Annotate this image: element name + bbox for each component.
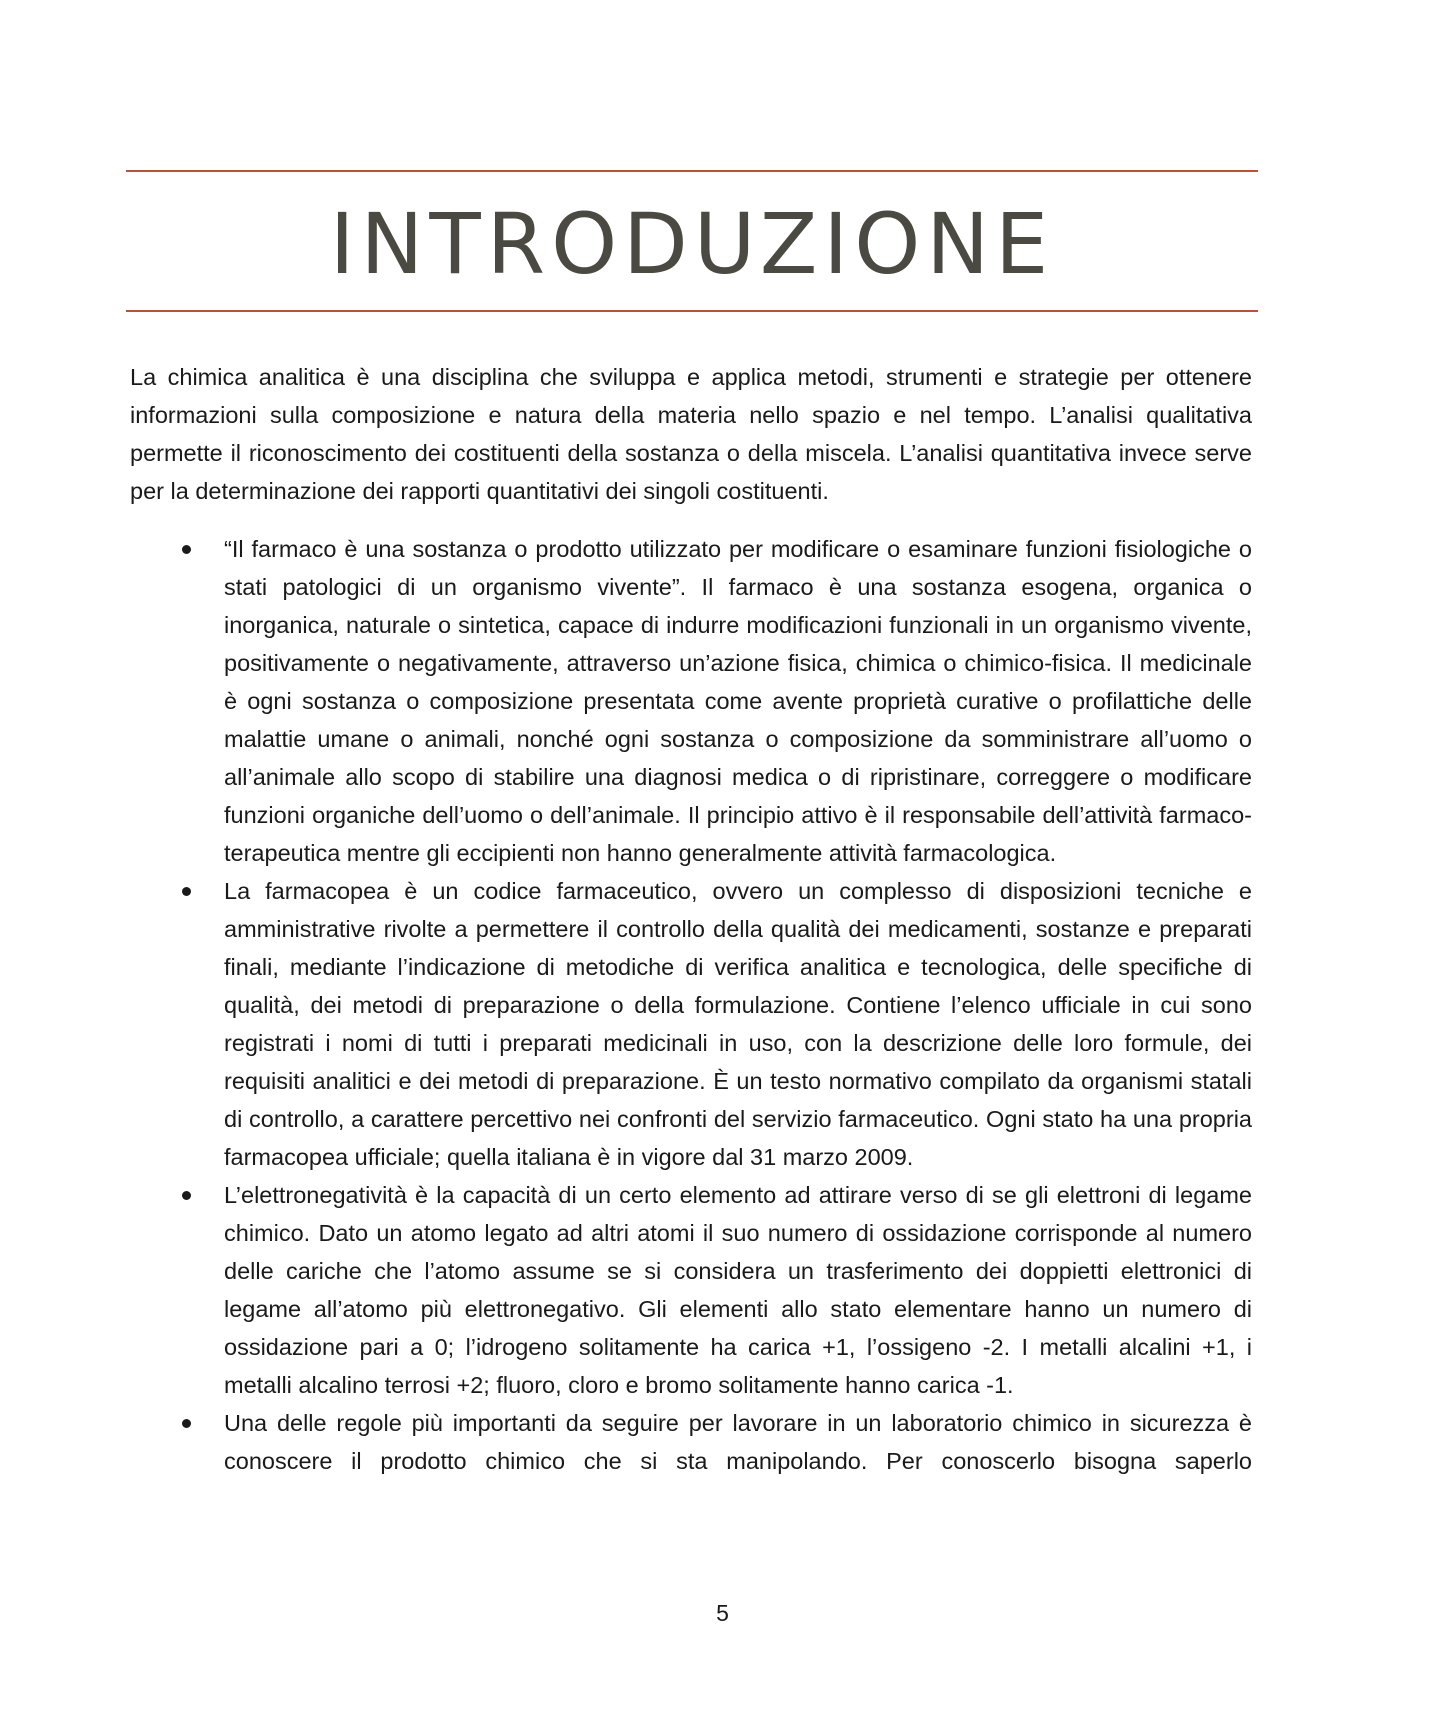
intro-paragraph: La chimica analitica è una disciplina che sviluppa e applica metodi, strumenti e strategie per ottenere informazioni sulla composizione e natura della materia nello spazio e nel tempo. L’analisi qualitativa permette il riconoscimento dei costituenti della sostanza o della miscela. L’analisi quantitativa invece serve per la determinazione dei rapporti quantitativi dei singoli costituenti. [130, 364, 1252, 504]
bullet-list [0, 530, 1445, 1480]
bullet-text: La farmacopea è un codice farmaceutico, ovvero un complesso di disposizioni tecniche e amministrative rivolte a permettere il controllo della qualità dei medicamenti, sostanze e preparati finali, mediante l’indicazione di metodiche di verifica analitica e tecnologica, delle specifiche di qualità, dei metodi di preparazione o della formulazione. Contiene l’elenco ufficiale in cui sono registrati i nomi di tutti i preparati medicinali in uso, con la descrizione delle loro formule, dei requisiti analitici e dei metodi di preparazione. È un testo normativo compilato da organismi statali di controllo, a carattere percettivo nei confronti del servizio farmaceutico. Ogni stato ha una propria farmacopea ufficiale; quella italiana è in vigore dal 31 marzo 2009. [224, 878, 1252, 1170]
list-item [0, 1404, 1445, 1480]
list-item [0, 1176, 1445, 1404]
list-item [0, 872, 1445, 1176]
list-item [0, 530, 1445, 872]
page-number: 5 [716, 1600, 729, 1626]
title-top-rule [126, 170, 1258, 172]
title-bottom-rule [126, 310, 1258, 312]
bullet-icon [182, 887, 191, 896]
bullet-text: “Il farmaco è una sostanza o prodotto utilizzato per modificare o esaminare funzioni fisiologiche o stati patologici di un organismo vivente”. Il farmaco è una sostanza esogena, organica o inorganica, naturale o sintetica, capace di indurre modificazioni funzionali in un organismo vivente, positivamente o negativamente, attraverso un’azione fisica, chimica o chimico-fisica. Il medicinale è ogni sostanza o composizione presentata come avente proprietà curative o profilattiche delle malattie umane o animali, nonché ogni sostanza o composizione da somministrare all’uomo o all’animale allo scopo di stabilire una diagnosi medica o di ripristinare, correggere o modificare funzioni organiche dell’uomo o dell’animale. Il principio attivo è il responsabile dell’attività farmaco-terapeutica mentre gli eccipienti non hanno generalmente attività farmacologica. [224, 536, 1252, 866]
bullet-icon [182, 1419, 191, 1428]
bullet-icon [182, 545, 191, 554]
bullet-text: L’elettronegatività è la capacità di un certo elemento ad attirare verso di se gli elettroni di legame chimico. Dato un atomo legato ad altri atomi il suo numero di ossidazione corrisponde al numero delle cariche che l’atomo assume se si considera un trasferimento dei doppietti elettronici di legame all’atomo più elettronegativo. Gli elementi allo stato elementare hanno un numero di ossidazione pari a 0; l’idrogeno solitamente ha carica +1, l’ossigeno -2. I metalli alcalini +1, i metalli alcalino terrosi +2; fluoro, cloro e bromo solitamente hanno carica -1. [224, 1182, 1252, 1398]
page-title: INTRODUZIONE [329, 195, 1055, 293]
bullet-text: Una delle regole più importanti da seguire per lavorare in un laboratorio chimico in sicurezza è conoscere il prodotto chimico che si sta manipolando. Per conoscerlo bisogna saperlo [224, 1410, 1252, 1474]
bullet-icon [182, 1191, 191, 1200]
